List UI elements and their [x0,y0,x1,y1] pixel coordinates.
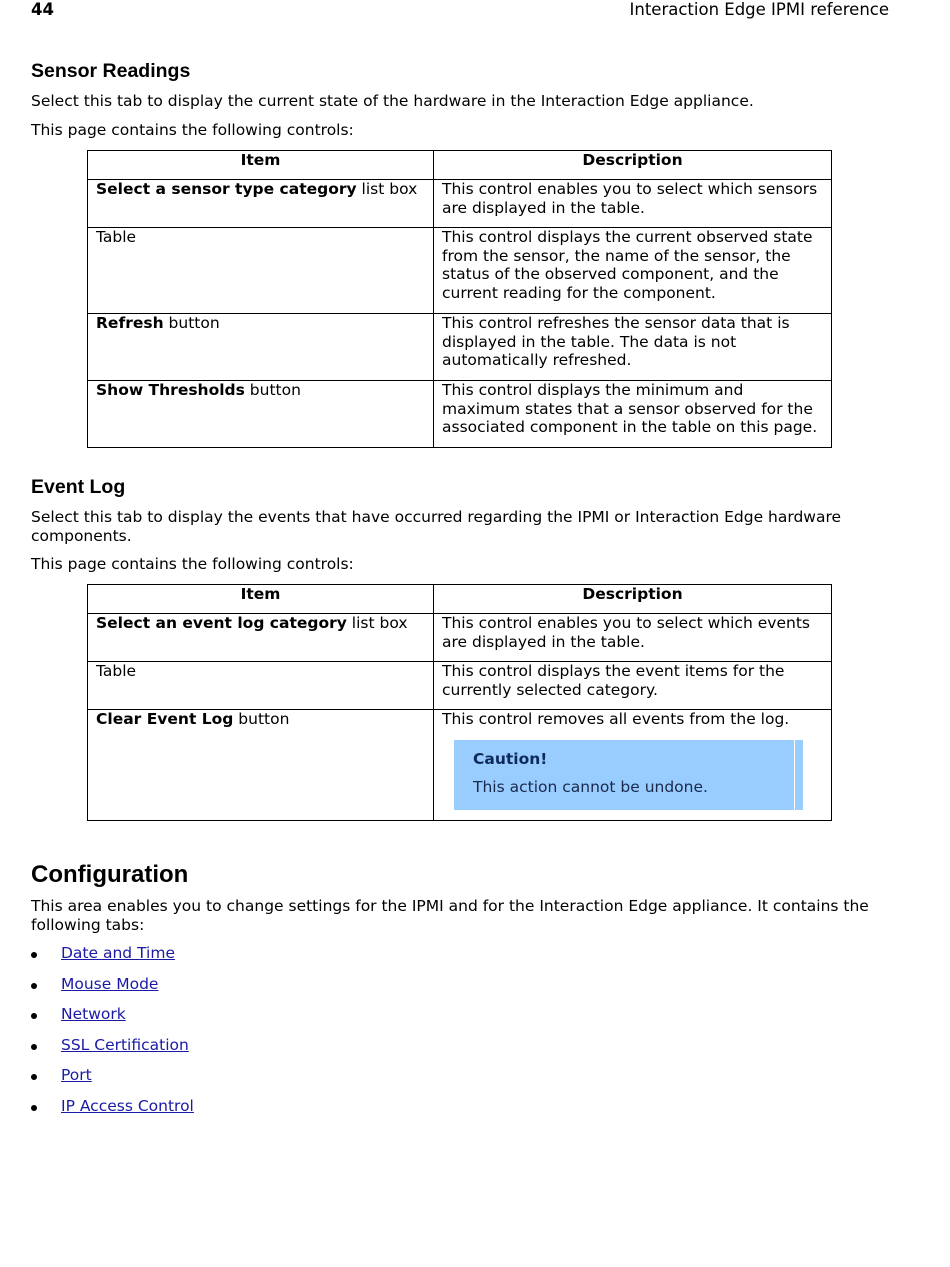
link-ssl-certification[interactable]: SSL Certification [61,1035,189,1054]
bullet-icon [31,1074,37,1080]
running-title: Interaction Edge IPMI reference [629,0,889,19]
item-rest: Table [96,662,137,680]
sensor-controls-intro: This page contains the following controls: [31,121,354,139]
item-rest: button [163,314,220,332]
table-row [88,314,832,381]
link-network[interactable]: Network [61,1005,126,1024]
description-cell [434,710,832,821]
description-cell: This control enables you to select which sensors are displayed in the table. [434,180,832,228]
item-cell [88,614,434,662]
column-header-item: Item [88,585,434,614]
item-bold: Clear Event Log [96,710,234,728]
description-cell: This control displays the minimum and maximum states that a sensor observed for the associated component in the table on this page. [434,381,832,448]
list-item [31,1066,194,1097]
eventlog-controls-table [87,584,832,821]
caution-text: This action cannot be undone. [473,778,708,796]
bullet-icon [31,1013,37,1019]
eventlog-controls-intro: This page contains the following controls: [31,555,354,573]
description-cell: This control enables you to select which events are displayed in the table. [434,614,832,662]
item-cell [88,180,434,228]
list-item [31,975,194,1006]
description-cell: This control displays the current observed state from the sensor, the name of the sensor, the status of the observed component, and the current reading for the component. [434,228,832,314]
list-item [31,1036,194,1067]
bullet-icon [31,983,37,989]
bullet-icon [31,1044,37,1050]
link-ip-access-control[interactable]: IP Access Control [61,1096,194,1115]
section-heading-event-log: Event Log [31,476,126,498]
item-bold: Select an event log category [96,614,347,632]
table-row [88,614,832,662]
item-cell [88,710,434,821]
table-header-row [88,151,832,180]
item-rest: list box [356,180,418,198]
list-item [31,944,194,975]
clear-log-description: This control removes all events from the log. [442,710,790,728]
column-header-description: Description [434,151,832,180]
item-bold: Show Thresholds [96,381,245,399]
item-cell [88,662,434,710]
table-header-row [88,585,832,614]
item-cell [88,381,434,448]
bullet-icon [31,1105,37,1111]
description-cell: This control displays the event items for the currently selected category. [434,662,832,710]
column-header-item: Item [88,151,434,180]
sensor-controls-table [87,150,832,448]
link-mouse-mode[interactable]: Mouse Mode [61,974,159,993]
configuration-tabs-list [31,944,194,1128]
link-date-and-time[interactable]: Date and Time [61,944,175,962]
table-row [88,180,832,228]
item-cell [88,228,434,314]
configuration-intro: This area enables you to change settings for the IPMI and for the Interaction Edge appliance. It contains the following tabs: [31,897,869,934]
item-cell [88,314,434,381]
table-row [88,710,832,821]
description-cell: This control refreshes the sensor data that is displayed in the table. The data is not automatically refreshed. [434,314,832,381]
item-rest: button [244,381,301,399]
item-rest: Table [96,228,137,246]
table-row [88,662,832,710]
list-item [31,1005,194,1036]
running-header [31,0,889,20]
column-header-description: Description [434,585,832,614]
item-bold: Select a sensor type category [96,180,357,198]
caution-title: Caution! [473,749,548,768]
sensor-intro: Select this tab to display the current state of the hardware in the Interaction Edge appliance. [31,92,754,110]
table-row [88,228,832,314]
section-heading-configuration: Configuration [31,861,189,888]
item-bold: Refresh [96,314,164,332]
bullet-icon [31,952,37,958]
caution-callout [454,740,803,810]
section-heading-sensor-readings: Sensor Readings [31,60,191,82]
callout-divider [794,740,795,810]
list-item [31,1097,194,1128]
link-port[interactable]: Port [61,1066,92,1085]
item-rest: button [233,710,290,728]
page-number: 44 [31,0,54,19]
item-rest: list box [346,614,408,632]
table-row [88,381,832,448]
eventlog-intro: Select this tab to display the events that have occurred regarding the IPMI or Interaction Edge hardware components. [31,508,842,545]
